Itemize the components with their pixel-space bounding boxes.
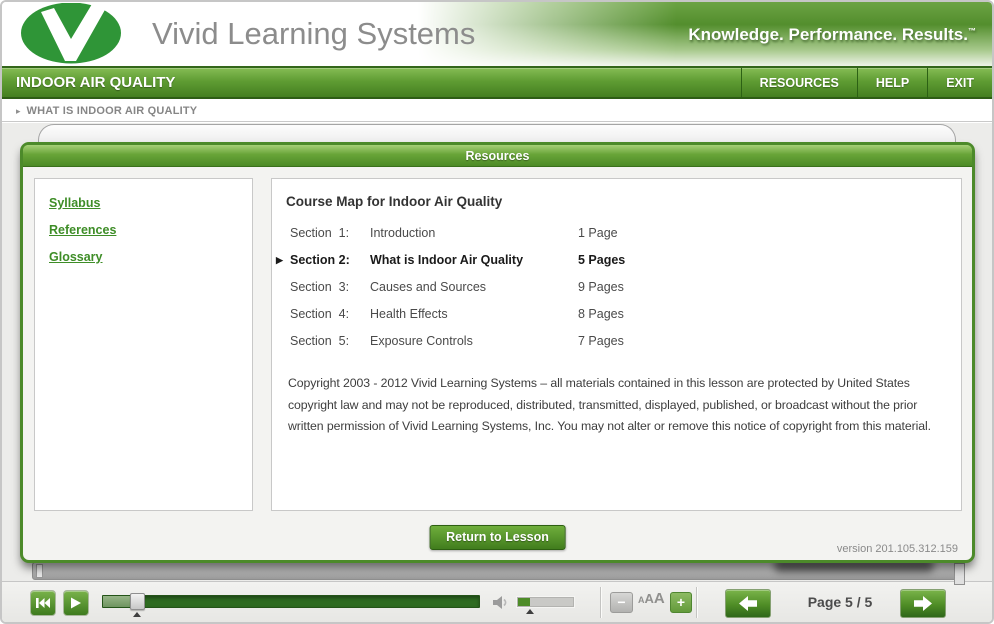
course-map-heading: Course Map for Indoor Air Quality [286, 194, 503, 209]
volume-pointer-icon [526, 609, 534, 614]
section-number: Section 2: [290, 253, 350, 267]
trademark-symbol: ™ [968, 26, 976, 36]
minus-icon: − [617, 594, 626, 610]
lesson-vertical-scrollbar[interactable] [954, 563, 965, 585]
tagline [688, 25, 976, 45]
play-button[interactable] [63, 590, 89, 616]
seek-played-fill [103, 596, 133, 607]
resources-sidebar [34, 178, 253, 511]
row-marker [276, 220, 290, 247]
section-number: Section 3: [290, 280, 350, 294]
exit-button[interactable]: EXIT [927, 68, 992, 97]
dialog-body [23, 167, 972, 559]
sidebar-link-references[interactable]: References [49, 223, 117, 237]
next-page-button[interactable] [900, 589, 946, 618]
seek-slider-thumb[interactable] [130, 593, 145, 610]
section-pages: 9 Pages [578, 280, 624, 294]
page-indicator: Page 5 / 5 [807, 594, 873, 610]
course-title: INDOOR AIR QUALITY [16, 74, 176, 91]
lesson-scrollbar-knob [36, 564, 43, 578]
brand-title: Vivid Learning Systems [152, 16, 476, 51]
section-pages: 7 Pages [578, 334, 624, 348]
volume-slider[interactable] [517, 597, 574, 607]
section-pages: 1 Page [578, 226, 618, 240]
player-bar [2, 581, 992, 622]
sidebar-link-syllabus[interactable]: Syllabus [49, 196, 101, 210]
section-pages: 5 Pages [578, 253, 626, 267]
text-size-decrease-button[interactable] [610, 592, 633, 613]
row-marker [276, 274, 290, 301]
table-row [276, 220, 947, 247]
section-number: Section 1: [290, 226, 350, 240]
arrow-left-icon [739, 596, 757, 611]
section-name: Causes and Sources [370, 280, 487, 294]
header [2, 2, 992, 66]
play-icon [71, 597, 81, 609]
table-row [276, 301, 947, 328]
breadcrumb [2, 101, 992, 122]
tagline-text: Knowledge. Performance. Results. [688, 25, 968, 44]
section-number: Section 4: [290, 307, 350, 321]
breadcrumb-label: WHAT IS INDOOR AIR QUALITY [26, 105, 198, 117]
speaker-icon[interactable] [493, 596, 510, 614]
breadcrumb-arrow-icon: ▸ [16, 105, 21, 116]
seek-slider[interactable] [102, 595, 480, 608]
rewind-button[interactable] [30, 590, 56, 616]
divider [600, 587, 601, 618]
dialog-title: Resources [23, 145, 972, 167]
section-name: Health Effects [370, 307, 448, 321]
help-button[interactable]: HELP [857, 68, 927, 97]
active-section-marker-icon: ▶ [276, 255, 283, 265]
row-marker [276, 328, 290, 355]
table-row [276, 328, 947, 355]
table-row-active [276, 247, 947, 274]
table-row [276, 274, 947, 301]
row-marker [276, 301, 290, 328]
course-map-panel [271, 178, 962, 511]
vivid-logo-icon [20, 3, 122, 69]
divider [696, 587, 697, 618]
main-area [2, 123, 992, 581]
navbar-buttons [741, 68, 992, 97]
copyright-notice: Copyright 2003 - 2012 Vivid Learning Systems – all materials contained in this lesson are protected by United States copyright law and may not be reproduced, distributed, transmitted, displayed, published, or broadcast without the prior written permission of Vivid Learning Systems, Inc. You may not alter or remove this notice of copyright from this material. [288, 376, 931, 433]
plus-icon: + [676, 594, 686, 610]
resources-dialog [20, 142, 975, 563]
rewind-icon [36, 597, 50, 609]
version-label: version 201.105.312.159 [836, 543, 958, 555]
text-size-increase-button[interactable] [670, 592, 692, 613]
resources-button[interactable]: RESOURCES [741, 68, 857, 97]
sidebar-link-glossary[interactable]: Glossary [49, 250, 103, 264]
seek-pointer-icon [133, 612, 141, 617]
section-name: What is Indoor Air Quality [370, 253, 524, 267]
arrow-right-icon [914, 596, 932, 611]
previous-page-button[interactable] [725, 589, 771, 618]
text-size-label: A A A [638, 590, 665, 607]
course-navbar [2, 66, 992, 99]
volume-fill [518, 598, 530, 606]
section-name: Exposure Controls [370, 334, 473, 348]
section-number: Section 5: [290, 334, 350, 348]
section-pages: 8 Pages [578, 307, 624, 321]
return-to-lesson-button[interactable]: Return to Lesson [429, 525, 566, 550]
section-name: Introduction [370, 226, 436, 240]
